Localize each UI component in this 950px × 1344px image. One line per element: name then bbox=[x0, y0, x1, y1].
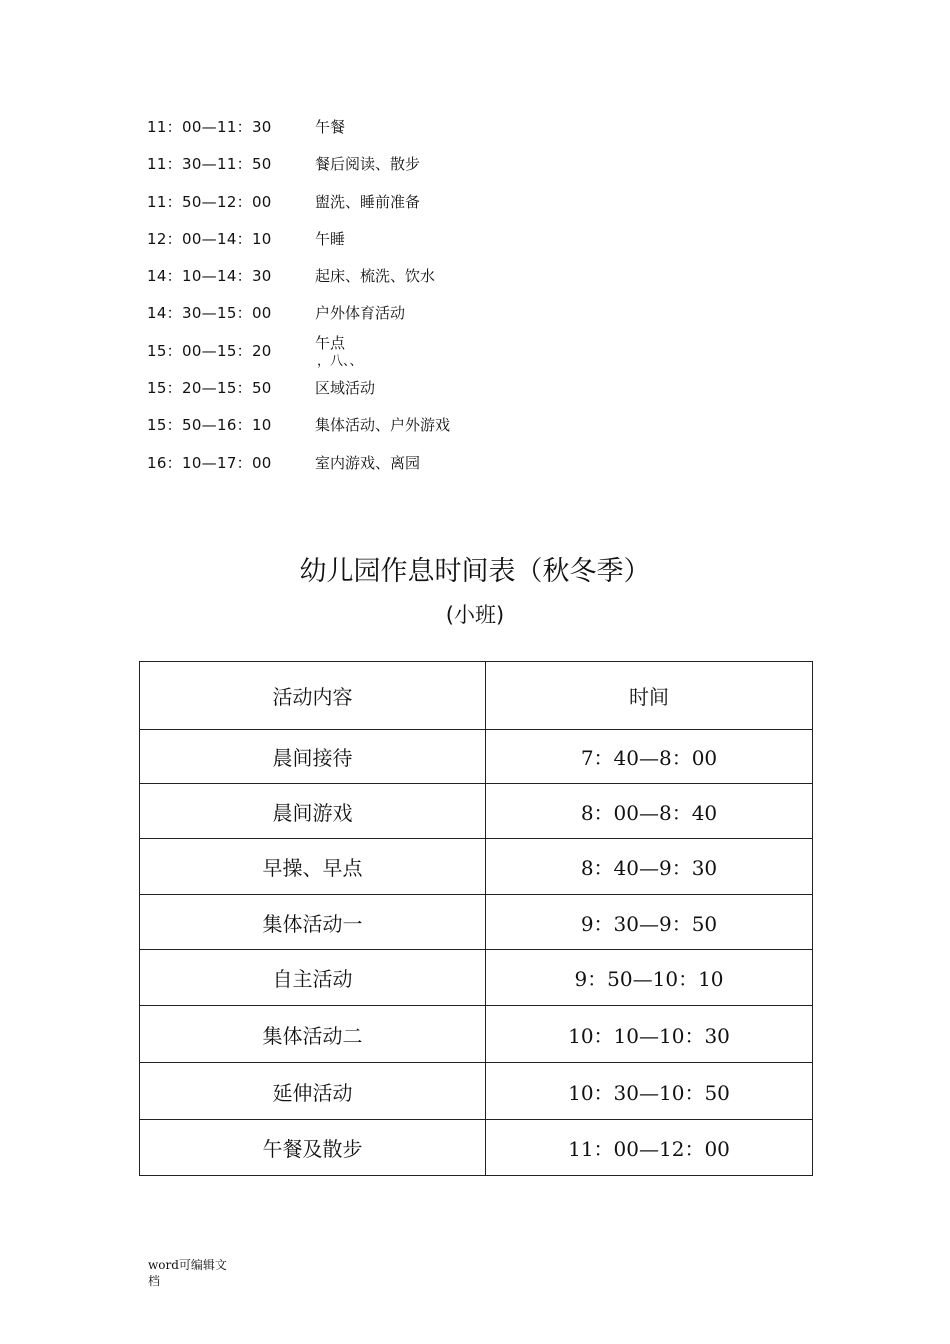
table-row bbox=[140, 1120, 813, 1176]
table-row bbox=[140, 784, 813, 839]
schedule-row bbox=[147, 448, 647, 485]
cell-activity: 午餐及散步 bbox=[140, 1120, 486, 1176]
schedule-activity: 午餐 bbox=[315, 118, 346, 136]
schedule-row bbox=[147, 112, 647, 149]
schedule-time: 11：00—11：30 bbox=[147, 118, 272, 136]
cell-time: 8：00—8：40 bbox=[486, 784, 813, 839]
schedule-time: 15：00—15：20 bbox=[147, 341, 272, 360]
schedule-time: 11：30—11：50 bbox=[147, 155, 272, 174]
footer-line: 档 bbox=[148, 1274, 161, 1288]
cell-time: 8：40—9：30 bbox=[486, 839, 813, 895]
schedule-activity-extra: ，八、、 bbox=[317, 353, 363, 369]
schedule-time: 15：20—15：50 bbox=[147, 379, 272, 398]
table-row bbox=[140, 730, 813, 784]
schedule-activity: 餐后阅读、散步 bbox=[315, 155, 421, 174]
cell-time: 7：40—8：00 bbox=[486, 730, 813, 784]
cell-activity: 早操、早点 bbox=[140, 839, 486, 895]
footer-line: word可编辑文 bbox=[148, 1258, 227, 1272]
schedule-time: 16：10—17：00 bbox=[147, 453, 272, 472]
cell-time: 9：50—10：10 bbox=[486, 950, 813, 1006]
table-row bbox=[140, 839, 813, 895]
schedule-list bbox=[147, 112, 647, 485]
schedule-time: 15：50—16：10 bbox=[147, 416, 272, 435]
schedule-activity: 午点 bbox=[315, 333, 346, 352]
schedule-time: 11：50—12：00 bbox=[147, 192, 272, 211]
schedule-row bbox=[147, 261, 647, 298]
table-row bbox=[140, 950, 813, 1006]
schedule-row bbox=[147, 149, 647, 186]
schedule-activity: 盥洗、睡前准备 bbox=[315, 192, 421, 211]
cell-activity: 集体活动一 bbox=[140, 895, 486, 950]
schedule-row bbox=[147, 410, 647, 447]
footer-note bbox=[148, 1257, 248, 1289]
header-time: 时间 bbox=[486, 662, 813, 730]
schedule-row bbox=[147, 298, 647, 335]
table-row bbox=[140, 1006, 813, 1063]
schedule-activity: 户外体育活动 bbox=[315, 304, 406, 323]
schedule-row bbox=[147, 373, 647, 410]
schedule-row bbox=[147, 224, 647, 261]
cell-time: 10：10—10：30 bbox=[486, 1006, 813, 1063]
schedule-row bbox=[147, 187, 647, 224]
schedule-activity: 集体活动、户外游戏 bbox=[315, 416, 451, 435]
table-row bbox=[140, 895, 813, 950]
header-activity: 活动内容 bbox=[140, 662, 486, 730]
schedule-activity: 起床、梳洗、饮水 bbox=[315, 267, 436, 286]
schedule-activity: 午睡 bbox=[315, 229, 346, 248]
cell-activity: 延伸活动 bbox=[140, 1063, 486, 1120]
cell-activity: 晨间游戏 bbox=[140, 784, 486, 839]
schedule-row bbox=[147, 333, 647, 373]
table-row bbox=[140, 1063, 813, 1120]
page-subtitle: (小班) bbox=[445, 603, 505, 627]
schedule-activity: 区域活动 bbox=[315, 379, 376, 398]
timetable bbox=[139, 661, 813, 1176]
cell-time: 10：30—10：50 bbox=[486, 1063, 813, 1120]
schedule-activity: 室内游戏、离园 bbox=[315, 453, 421, 472]
cell-activity: 自主活动 bbox=[140, 950, 486, 1006]
table-header-row bbox=[140, 662, 813, 730]
cell-activity: 集体活动二 bbox=[140, 1006, 486, 1063]
schedule-time: 14：30—15：00 bbox=[147, 304, 272, 323]
schedule-time: 12：00—14：10 bbox=[147, 229, 272, 248]
cell-time: 11：00—12：00 bbox=[486, 1120, 813, 1176]
schedule-time: 14：10—14：30 bbox=[147, 267, 272, 286]
cell-activity: 晨间接待 bbox=[140, 730, 486, 784]
page-title: 幼儿园作息时间表（秋冬季） bbox=[299, 556, 651, 587]
cell-time: 9：30—9：50 bbox=[486, 895, 813, 950]
